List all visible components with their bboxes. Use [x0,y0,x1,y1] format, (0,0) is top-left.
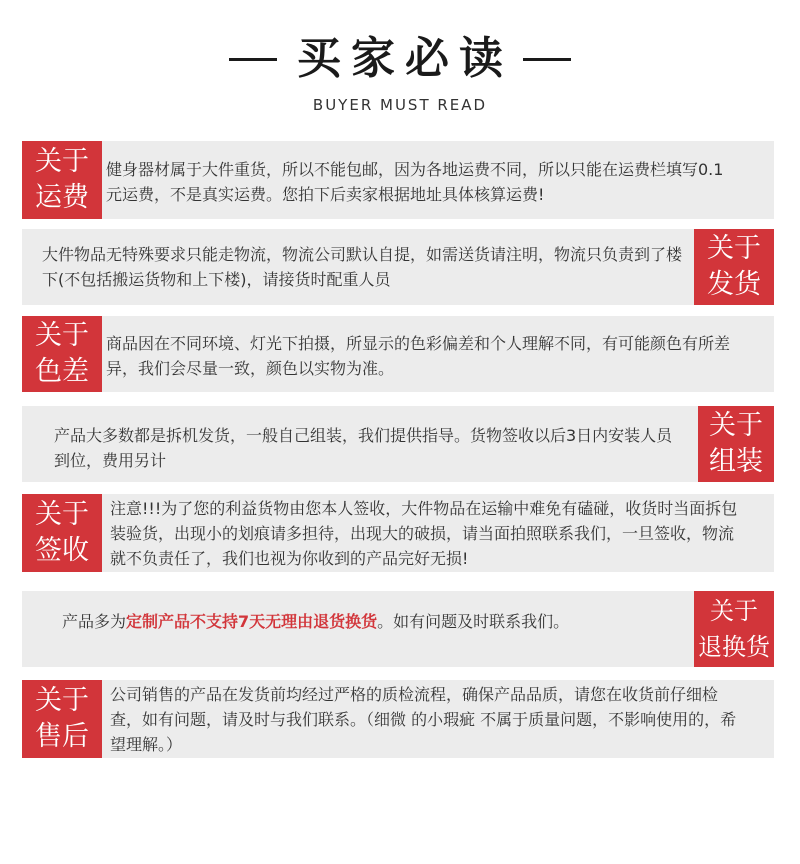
section-tag [694,591,774,667]
section-tag [694,229,774,305]
text-after: 。如有问题及时联系我们。 [377,612,570,631]
tag-line-1: 关于 [710,597,758,625]
title-dash-right [523,58,571,61]
section-tag [698,406,774,482]
tag-line-2: 退换货 [698,633,770,661]
section-shipping-fee [22,141,774,219]
title-row [0,28,800,90]
section-tag [22,680,102,758]
section-return-exchange [22,591,774,667]
section-text: 产品大多数都是拆机发货，一般自己组装，我们提供指导。货物签收以后3日内安装人员到位，费用另计 [54,426,673,470]
section-text: 注意!!!为了您的利益货物由您本人签收，大件物品在运输中难免有磕碰，收货时当面拆包装验货，出现小的划痕请多担待，出现大的破损，请当面拍照联系我们，一旦签收，物流就不负责任了，我们也视为你收到的产品完好无损! [110,499,738,568]
tag-line-1: 关于 [707,233,761,264]
section-after-sales [22,680,774,758]
section-delivery [22,229,774,305]
tag-line-2: 售后 [35,721,89,752]
text-highlight: 定制产品不支持7天无理由退货换货 [126,612,378,631]
section-color-difference [22,316,774,392]
page-header [0,28,800,114]
section-text: 公司销售的产品在发货前均经过严格的质检流程，确保产品品质，请您在收货前仔细检查，如有问题，请及时与我们联系。（细微 的小瑕疵 不属于质量问题，不影响使用的，希望理解。） [110,685,737,754]
tag-line-2: 运费 [35,182,89,213]
tag-line-2: 发货 [707,269,761,300]
tag-line-1: 关于 [35,685,89,716]
title-dash-left [229,58,277,61]
section-receipt [22,494,774,572]
tag-line-2: 签收 [35,535,89,566]
section-tag [22,316,102,392]
tag-line-1: 关于 [35,146,89,177]
section-text: 健身器材属于大件重货，所以不能包邮，因为各地运费不同，所以只能在运费栏填写0.1元运费，不是真实运费。您拍下后卖家根据地址具体核算运费! [106,160,724,204]
section-text: 商品因在不同环境、灯光下拍摄，所显示的色彩偏差和个人理解不同，有可能颜色有所差异，我们会尽量一致，颜色以实物为准。 [106,334,731,378]
section-text [62,609,682,634]
tag-line-2: 组装 [709,446,763,477]
section-tag [22,141,102,219]
page-subtitle: BUYER MUST READ [312,96,488,114]
tag-line-1: 关于 [709,410,763,441]
section-tag [22,494,102,572]
text-before: 产品多为 [62,612,127,631]
tag-line-1: 关于 [35,320,89,351]
tag-line-1: 关于 [35,499,89,530]
page-title: 买家必读 [297,33,513,84]
section-assembly [22,406,774,482]
tag-line-2: 色差 [35,356,89,387]
section-text: 大件物品无特殊要求只能走物流，物流公司默认自提，如需送货请注明，物流只负责到了楼下(不包括搬运货物和上下楼)，请接货时配重人员 [42,245,683,289]
